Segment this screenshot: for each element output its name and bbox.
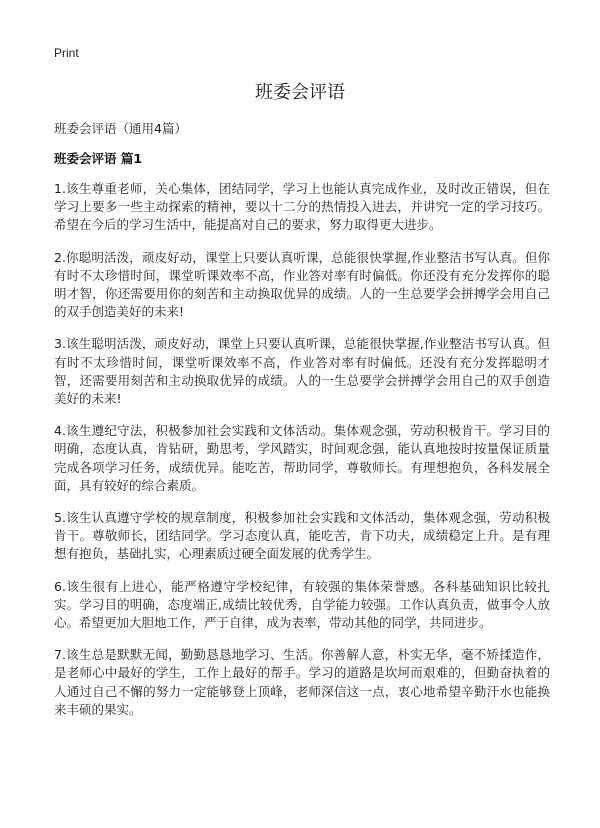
paragraph-7: 7.该生总是默默无闻，勤勤恳恳地学习、生活。你善解人意，朴实无华，毫不矫揉造作，是老师心中最好的学生，工作上最好的帮手。学习的道路是坎坷而艰难的，但勤奋执着的人通过自己不懈的努力一定能够登上顶峰，老师深信这一点，衷心地希望辛勤汗水也能换来丰硕的果实。 [54,647,550,717]
paragraph-2: 2.你聪明活泼，顽皮好动，课堂上只要认真听课，总能很快掌握,作业整洁书写认真。但你有时不太珍惜时间，课堂听课效率不高，作业答对率有时偏低。你还没有充分发挥你的聪明才智，你还需要用你的刻苦和主动换取优异的成绩。人的一生总要学会拼搏学会用自己的双手创造美好的未来! [54,249,550,320]
document-subtitle: 班委会评语（通用4篇） [54,121,187,136]
page-title: 班委会评语 [255,82,345,103]
document-body [54,180,550,733]
section-heading: 班委会评语 篇1 [54,151,143,166]
paragraph-6: 6.该生很有上进心，能严格遵守学校纪律，有较强的集体荣誉感。各科基础知识比较扎实。学习目的明确，态度端正,成绩比较优秀，自学能力较强。工作认真负责，做事令人放心。希望更加大胆地工作，严于自律，成为表率，带动其他的同学，共同进步。 [54,578,550,631]
paragraph-4: 4.该生遵纪守法，积极参加社会实践和文体活动。集体观念强，劳动积极肯干。学习目的明确，态度认真，肯钻研，勤思考，学风踏实，时间观念强，能认真地按时按量保证质量完成各项学习任务，成绩优异。能吃苦，帮助同学，尊敬师长。有理想抱负，各科发展全面，具有较好的综合素质。 [54,423,550,493]
paragraph-1: 1.该生尊重老师，关心集体，团结同学，学习上也能认真完成作业，及时改正错误，但在学习上要多一些主动探索的精神，要以十二分的热情投入进去，并讲究一定的学习技巧。希望在今后的学习生活中，能提高对自己的要求，努力取得更大进步。 [54,181,550,233]
print-label: Print [54,46,79,60]
paragraph-5: 5.该生认真遵守学校的规章制度，积极参加社会实践和文体活动，集体观念强，劳动积极肯干。尊敬师长，团结同学。学习态度认真，能吃苦，肯下功夫，成绩稳定上升。是有理想有抱负，基础扎实，心理素质过硬全面发展的优秀学生。 [54,510,550,562]
paragraph-3: 3.该生聪明活泼，顽皮好动，课堂上只要认真听课，总能很快掌握,作业整洁书写认真。但有时不太珍惜时间，课堂听课效率不高，作业答对率有时偏低。还没有充分发挥聪明才智，还需要用刻苦和主动换取优异的成绩。人的一生总要学会拼搏学会用自己的双手创造美好的未来! [54,336,550,407]
